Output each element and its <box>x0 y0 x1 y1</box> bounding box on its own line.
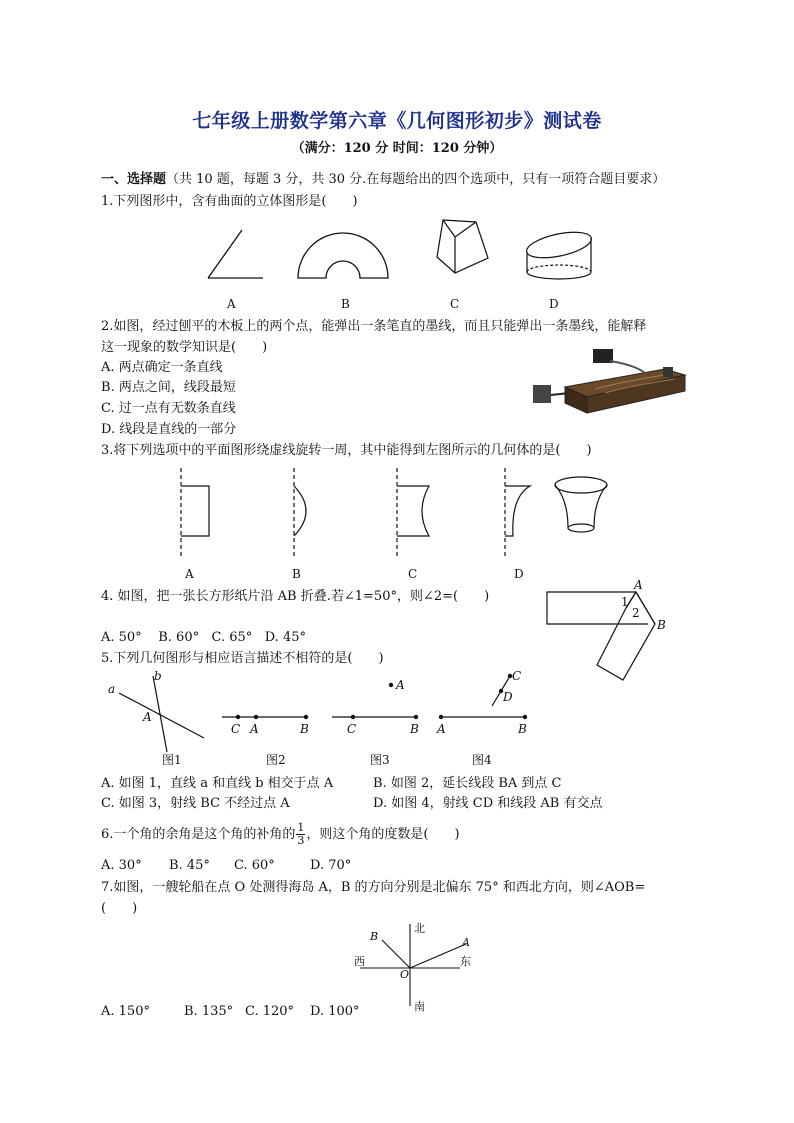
q1-figure-b <box>298 233 388 278</box>
q5-fig1-line-b: b <box>154 669 162 683</box>
q4-option-b: B. 60° <box>158 630 200 645</box>
q1-figures <box>0 212 794 322</box>
q6-fraction-num: 1 <box>297 821 305 834</box>
q1-figure-a <box>208 230 263 278</box>
q6-option-d: D. 70° <box>310 858 352 873</box>
q5-fig2-point-c: C <box>231 722 241 736</box>
q7-option-c: C. 120° <box>245 1004 295 1019</box>
q4-angle-1: 1 <box>621 595 629 609</box>
q5-option-d: D. 如图 4，射线 CD 和线段 AB 有交点 <box>373 796 603 811</box>
section-1-desc: （共 10 题，每题 3 分，共 30 分.在每题给出的四个选项中，只有一项符合题目要求） <box>166 172 666 187</box>
q4-point-b: B <box>657 618 666 632</box>
q7-option-a: A. 150° <box>101 1004 150 1019</box>
q6-stem-b: ，则这个角的度数是( ) <box>306 827 460 842</box>
q1-figure-c <box>437 220 488 273</box>
q6-option-a: A. 30° <box>101 858 142 873</box>
q5-fig-label-3: 图3 <box>370 753 390 767</box>
q5-option-b: B. 如图 2，延长线段 BA 到点 C <box>373 776 562 791</box>
q7-stem-line2: ( ) <box>101 901 138 916</box>
q5-fig4-point-a: A <box>437 722 446 736</box>
q7-compass-figure <box>350 918 490 1013</box>
q6-stem <box>101 820 460 850</box>
q5-fig1-point-a: A <box>143 710 152 724</box>
q5-fig2-point-a: A <box>250 722 259 736</box>
q2-board-photo <box>525 345 695 420</box>
q5-figures <box>0 668 794 768</box>
q4-angle-2: 2 <box>632 606 640 620</box>
q7-south: 南 <box>414 1000 425 1013</box>
q2-stem-line1: 2.如图，经过刨平的木板上的两个点，能弹出一条笔直的墨线，而且只能弹出一条墨线，能解释 <box>101 319 647 334</box>
q1-label-b: B <box>341 297 350 311</box>
q2-stem-line2: 这一现象的数学知识是( ) <box>101 340 268 355</box>
q4-stem: 4. 如图，把一张长方形纸片沿 AB 折叠.若∠1=50°，则∠2=( ) <box>101 589 490 604</box>
q5-fig4-point-d: D <box>503 690 513 704</box>
q1-label-c: C <box>450 297 460 311</box>
q3-label-a: A <box>185 567 194 581</box>
q5-fig-label-2: 图2 <box>266 753 286 767</box>
q5-fig2-point-b: B <box>300 722 309 736</box>
q3-label-c: C <box>408 567 418 581</box>
q6-stem-a: 6.一个角的余角是这个角的补角的 <box>101 827 296 842</box>
q4-option-c: C. 65° <box>211 630 253 645</box>
q2-option-c: C. 过一点有无数条直线 <box>101 401 236 416</box>
q3-stem: 3.将下列选项中的平面图形绕虚线旋转一周，其中能得到左图所示的几何体的是( ) <box>101 443 592 458</box>
q7-point-o: O <box>400 968 410 981</box>
q5-fig3-point-c: C <box>347 722 357 736</box>
q5-option-c: C. 如图 3，射线 BC 不经过点 A <box>101 796 290 811</box>
q3-figures <box>0 462 794 582</box>
q1-label-a: A <box>227 297 236 311</box>
q2-option-d: D. 线段是直线的一部分 <box>101 422 237 437</box>
q7-north: 北 <box>414 922 425 935</box>
q2-option-b: B. 两点之间，线段最短 <box>101 380 236 395</box>
page-title: 七年级上册数学第六章《几何图形初步》测试卷 <box>192 110 602 132</box>
q6-fraction-den: 3 <box>297 834 305 847</box>
q5-fig-label-4: 图4 <box>472 753 492 767</box>
section-1 <box>101 171 665 188</box>
q5-fig4-point-c: C <box>512 669 522 683</box>
q5-fig3-point-b: B <box>410 722 419 736</box>
q7-option-d: D. 100° <box>310 1004 360 1019</box>
q4-option-d: D. 45° <box>264 630 306 645</box>
q3-label-b: B <box>292 567 301 581</box>
q3-label-d: D <box>514 567 524 581</box>
q7-west: 西 <box>354 955 365 968</box>
q5-option-a: A. 如图 1，直线 a 和直线 b 相交于点 A <box>101 776 334 791</box>
q4-options <box>101 629 306 646</box>
q7-point-b: B <box>370 930 379 943</box>
page-subtitle: （满分：120 分 时间：120 分钟） <box>291 141 503 156</box>
q4-option-a: A. 50° <box>101 630 142 645</box>
q4-point-a: A <box>634 578 643 592</box>
q5-fig1-line-a: a <box>108 682 116 696</box>
q5-stem: 5.下列几何图形与相应语言描述不相符的是( ) <box>101 651 384 666</box>
q6-option-c: C. 60° <box>234 858 275 873</box>
q6-option-b: B. 45° <box>169 858 210 873</box>
q1-label-d: D <box>549 297 559 311</box>
q7-stem-line1: 7.如图，一艘轮船在点 O 处测得海岛 A，B 的方向分别是北偏东 75° 和西北方向，则∠AOB= <box>101 880 646 895</box>
q1-stem: 1.下列图形中，含有曲面的立体图形是( ) <box>101 194 358 209</box>
q7-point-a: A <box>462 936 470 949</box>
q5-fig4-point-b: B <box>518 722 527 736</box>
q1-figure-d <box>524 227 593 279</box>
q7-option-b: B. 135° <box>184 1004 234 1019</box>
q5-fig3-point-a: A <box>396 678 405 692</box>
q5-fig-label-1: 图1 <box>162 753 182 767</box>
section-1-heading: 一、选择题 <box>101 172 167 187</box>
q7-east: 东 <box>460 955 471 968</box>
q6-fraction <box>296 822 305 847</box>
q2-option-a: A. 两点确定一条直线 <box>101 360 223 375</box>
